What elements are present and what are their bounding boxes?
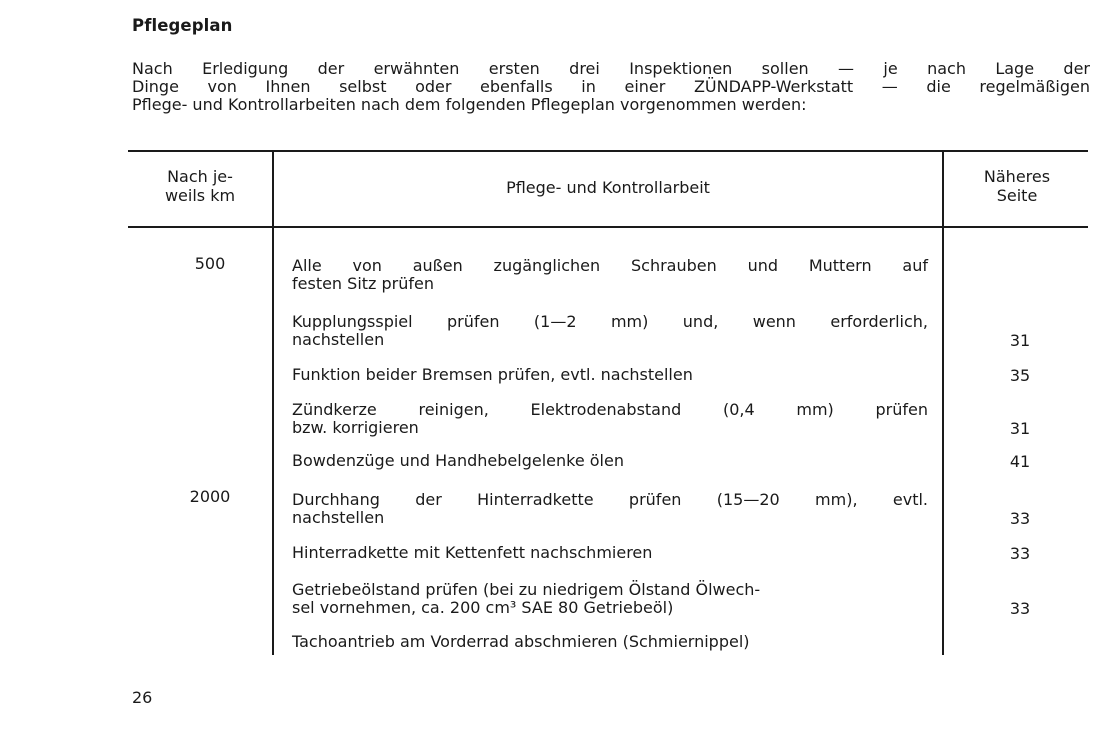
header-km — [150, 167, 250, 205]
table-row — [292, 581, 928, 617]
header-work: Pflege- und Kontrollarbeit — [506, 178, 710, 197]
header-page-line: Näheres — [983, 167, 1051, 186]
intro-line: Pflege- und Kontrollarbeiten nach dem folgenden Pflegeplan vorgenommen werden: — [132, 95, 807, 114]
row-text: nachstellen — [292, 330, 385, 349]
intro-line: Nach Erledigung der erwähnten ersten drei Inspektionen sollen — je nach Lage der — [132, 59, 1090, 78]
column-divider — [272, 228, 274, 655]
table-row — [292, 452, 928, 470]
intro-line: Dinge von Ihnen selbst oder ebenfalls in einer ZÜNDAPP-Werkstatt — die regelmäßigen — [132, 77, 1090, 96]
row-text: Durchhang der Hinterradkette prüfen (15—20 mm), evtl. — [292, 490, 928, 509]
row-text: Alle von außen zugänglichen Schrauben und Muttern auf — [292, 256, 928, 275]
intro-paragraph — [132, 60, 1090, 114]
table-row — [292, 366, 928, 384]
row-text: Bowdenzüge und Handhebelgelenke ölen — [292, 451, 624, 470]
km-value: 2000 — [189, 487, 231, 506]
row-text: Tachoantrieb am Vorderrad abschmieren (Schmiernippel) — [292, 632, 750, 651]
row-text: Kupplungsspiel prüfen (1—2 mm) und, wenn erforderlich, — [292, 312, 928, 331]
page-ref: 35 — [1009, 366, 1031, 385]
header-page — [946, 167, 1088, 205]
header-page-line: Seite — [996, 186, 1038, 205]
page-ref: 33 — [1009, 599, 1031, 618]
page-ref: 31 — [1009, 331, 1031, 350]
km-value: 500 — [194, 254, 226, 273]
row-text: bzw. korrigieren — [292, 418, 419, 437]
page-ref: 33 — [1009, 509, 1031, 528]
table-row — [292, 491, 928, 527]
row-text: nachstellen — [292, 508, 385, 527]
column-divider — [272, 152, 274, 226]
table-row — [292, 544, 928, 562]
column-divider — [942, 228, 944, 655]
table-row — [292, 257, 928, 293]
column-divider — [942, 152, 944, 226]
row-text: Zündkerze reinigen, Elektrodenabstand (0,4 mm) prüfen — [292, 400, 928, 419]
row-text: Funktion beider Bremsen prüfen, evtl. nachstellen — [292, 365, 693, 384]
row-text: Getriebeölstand prüfen (bei zu niedrigem Ölstand Ölwech- — [292, 580, 761, 599]
table-row — [292, 401, 928, 437]
row-text: Hinterradkette mit Kettenfett nachschmieren — [292, 543, 653, 562]
section-heading: Pflegeplan — [132, 16, 233, 35]
header-km-line: Nach je- — [167, 167, 233, 186]
page-ref: 41 — [1009, 452, 1031, 471]
header-km-line: weils km — [164, 186, 236, 205]
page-ref: 31 — [1009, 419, 1031, 438]
row-text: festen Sitz prüfen — [292, 274, 435, 293]
row-text: sel vornehmen, ca. 200 cm³ SAE 80 Getriebeöl) — [292, 598, 674, 617]
page-number: 26 — [132, 688, 153, 707]
table-row — [292, 633, 928, 651]
page-ref: 33 — [1009, 544, 1031, 563]
table-row — [292, 313, 928, 349]
